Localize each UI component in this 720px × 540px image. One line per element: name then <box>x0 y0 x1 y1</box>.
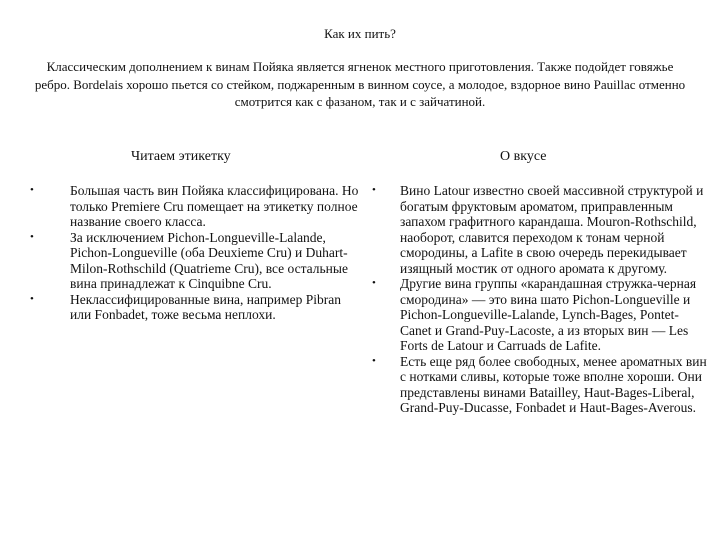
list-item-text: Неклассифицированные вина, например Pibran или Fonbadet, тоже весьма неплохи. <box>70 291 341 322</box>
list-item-text: Есть еще ряд более свободных, менее ароматных вин с нотками сливы, которые тоже вполне хороши. Они представлены винами Batailley, Haut-Bages-Liberal, Grand-Puy-Ducasse, Fonbadet и Haut-Bages-Averous. <box>400 353 707 415</box>
list-item <box>372 354 707 416</box>
intro-paragraph: Классическим дополнением к винам Пойяка является ягненок местного приготовления. Также подойдет говяжье ребро. Bordelais хорошо пьется со стейком, поджаренным в винном соусе, а молодое, вздорное вино Pauillac отменно смотрится как с фазаном, так и с зайчатиной. <box>34 59 686 109</box>
bullet-icon: • <box>30 230 34 243</box>
page-title: Как их пить? <box>324 26 396 41</box>
left-column-heading: Читаем этикетку <box>131 149 231 164</box>
right-column-heading: О вкусе <box>500 149 547 164</box>
left-column <box>30 183 360 323</box>
list-item-text: Вино Latour известно своей массивной структурой и богатым фруктовым ароматом, приправленным запахом графитного карандаша. Mouron-Rothschild, наоборот, славится переходом к тонам черной смородины, а Lafite в свою очередь перекидывает изящный мостик от одного аромата к другому. <box>400 183 704 276</box>
list-item <box>372 276 707 354</box>
list-item <box>30 292 360 323</box>
bullet-icon: • <box>372 354 376 367</box>
list-item <box>30 183 360 230</box>
list-item-text: Другие вина группы «карандашная стружка-черная смородина» — это вина шато Pichon-Longueville и Pichon-Longueville-Lalande, Lynch-Bages, Pontet-Canet и Grand-Puy-Lacoste, а из вторых вин — Les Forts de Latour и Carruads de Lafite. <box>400 276 697 353</box>
bullet-icon: • <box>30 184 34 196</box>
right-bullet-list <box>372 183 707 416</box>
list-item-text: За исключением Pichon-Longueville-Lalande, Pichon-Longueville (оба Deuxieme Cru) и Duhart-Milon-Rothschild (Quatrieme Cru), все остальные вина принадлежат к Cinquibne Cru. <box>70 229 348 291</box>
right-column <box>372 183 707 416</box>
list-item <box>372 183 707 276</box>
list-item <box>30 230 360 292</box>
bullet-icon: • <box>30 292 34 305</box>
bullet-icon: • <box>372 277 376 289</box>
bullet-icon: • <box>372 184 376 196</box>
list-item-text: Большая часть вин Пойяка классифицирована. Но только Premiere Cru помещает на этикетку полное название своего класса. <box>70 183 359 229</box>
left-bullet-list <box>30 183 360 323</box>
